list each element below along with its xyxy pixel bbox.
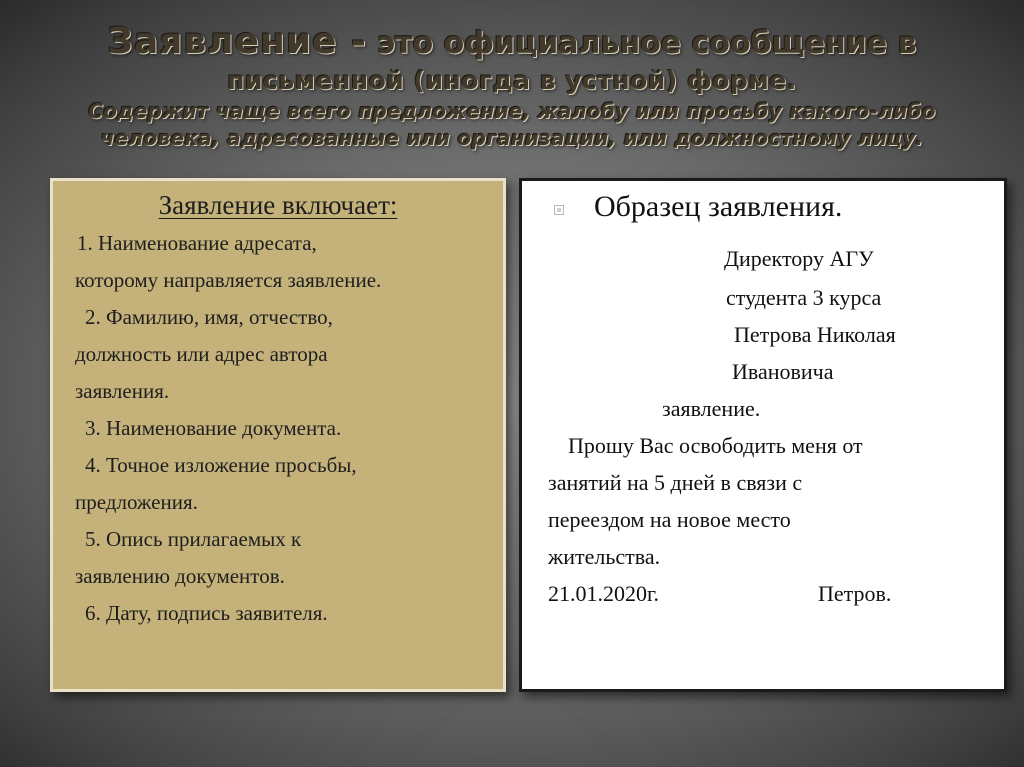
slide-title (40, 22, 984, 152)
body-line: переездом на новое место (548, 507, 791, 532)
addressee-line: Директору АГУ (724, 246, 874, 271)
list-item-line: должность или адрес автора (75, 342, 328, 366)
list-item-line: 2. Фамилию, имя, отчество, (85, 305, 333, 329)
list-item-line: которому направляется заявление. (75, 268, 382, 292)
title-line-1 (40, 22, 984, 64)
addressee-line: студента 3 курса (726, 285, 882, 310)
list-item (75, 373, 495, 410)
title-definition-start: это официальное сообщение в (366, 26, 917, 61)
list-item (75, 299, 495, 373)
list-item (75, 521, 495, 595)
list-item-line: 1. Наименование адресата, (77, 231, 317, 255)
list-item-line: заявления. (75, 379, 170, 403)
contents-heading: Заявление включает: (158, 190, 398, 220)
title-term: Заявление - (107, 21, 367, 62)
sample-panel (519, 178, 1007, 692)
list-item-line: 3. Наименование документа. (85, 416, 342, 440)
contents-panel (50, 178, 506, 692)
addressee-line: Ивановича (732, 359, 834, 384)
addressee-line: Петрова Николая (734, 322, 896, 347)
body-line: Прошу Вас освободить меня от (568, 433, 863, 458)
list-item (75, 410, 495, 447)
title-line-4: человека, адресованные или организации, или должностному лицу. (100, 126, 924, 150)
list-item-line: 4. Точное изложение просьбы, (85, 453, 357, 477)
title-line-3: Содержит чаще всего предложение, жалобу или просьбу какого-либо (88, 99, 936, 123)
square-bullet-icon (554, 205, 564, 215)
list-item-line: 5. Опись прилагаемых к (85, 527, 302, 551)
list-item (75, 447, 495, 521)
list-item (75, 595, 495, 632)
list-item-line: предложения. (75, 490, 198, 514)
application-date: 21.01.2020г. (548, 581, 660, 606)
title-line-2: письменной (иногда в устной) форме. (227, 66, 797, 95)
body-line: занятий на 5 дней в связи с (548, 470, 803, 495)
list-item-line: 6. Дату, подпись заявителя. (85, 601, 328, 625)
list-item-line: заявлению документов. (75, 564, 285, 588)
contents-list (53, 225, 503, 632)
sample-heading: Образец заявления. (594, 190, 843, 223)
document-type: заявление. (662, 396, 761, 421)
list-item (75, 225, 495, 299)
body-line: жительства. (548, 544, 661, 569)
signature: Петров. (818, 581, 892, 606)
